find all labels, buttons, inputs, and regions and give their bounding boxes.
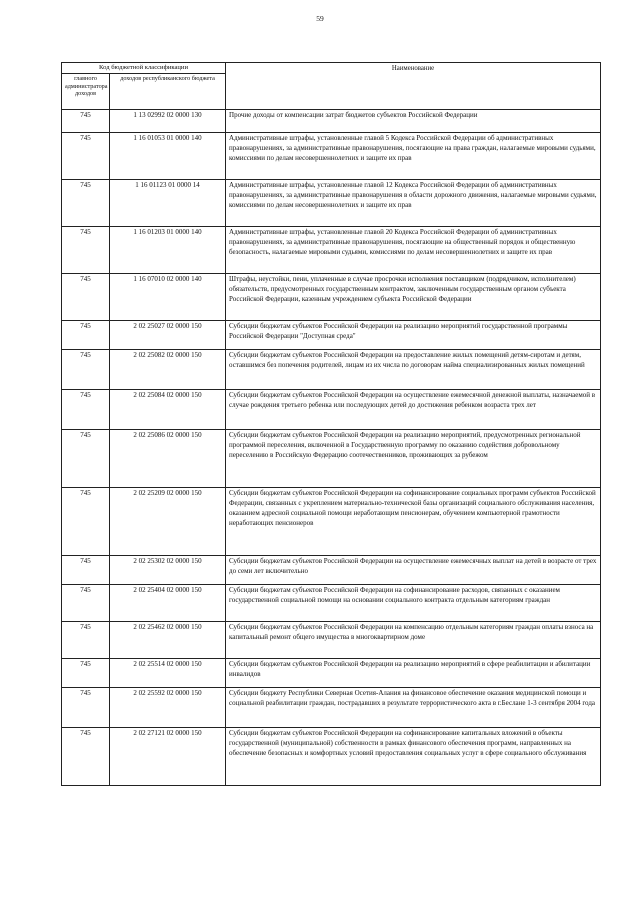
header-admin: главного администратора доходов [62,73,110,109]
revenue-code-cell: 1 16 07010 02 0000 140 [110,273,226,320]
revenue-name-cell: Субсидии бюджетам субъектов Российской Федерации на софинансирование капитальных вложений в объекты государственной (муниципальной) собственности в рамках финансового обеспечения программ, направленных на обеспечение безопасных и комфортных условий предоставления социальных услуг в сфере социального обслуживания [226,727,601,785]
admin-code-cell: 745 [62,487,110,555]
revenue-name-cell: Субсидии бюджетам субъектов Российской Федерации на реализацию мероприятий, предусмотренных региональной программой переселения, включенной в Государственную программу по оказанию содействия добровольному переселению в Российскую Федерацию соотечественников, проживающих за рубежом [226,429,601,487]
revenue-name-cell: Субсидии бюджетам субъектов Российской Федерации на софинансирование расходов, связанных с оказанием государственной социальной помощи на основании социального контракта отдельным категориям граждан [226,584,601,621]
table-row [62,109,601,132]
table-row [62,555,601,584]
table-row [62,727,601,785]
table-row [62,487,601,555]
page-number: 59 [316,14,324,23]
admin-code-cell: 745 [62,658,110,687]
revenue-code-cell: 2 02 25514 02 0000 150 [110,658,226,687]
admin-code-cell: 745 [62,621,110,658]
admin-code-cell: 745 [62,584,110,621]
header-name: Наименование [226,63,601,110]
admin-code-cell: 745 [62,429,110,487]
admin-code-cell: 745 [62,727,110,785]
table-row [62,349,601,389]
revenue-code-cell: 1 16 01123 01 0000 14 [110,179,226,226]
budget-classification-table [61,62,601,786]
revenue-code-cell: 2 02 25027 02 0000 150 [110,320,226,349]
table-row [62,226,601,273]
admin-code-cell: 745 [62,687,110,727]
revenue-name-cell: Субсидии бюджетам субъектов Российской Федерации на осуществление ежемесячных выплат на детей в возрасте от трех до семи лет включительно [226,555,601,584]
revenue-name-cell: Штрафы, неустойки, пени, уплаченные в случае просрочки исполнения поставщиком (подрядчиком, исполнителем) обязательств, предусмотренных государственным контрактом, заключенным государственным органом субъекта Российской Федерации, казенным учреждением субъекта Российской Федерации [226,273,601,320]
revenue-name-cell: Административные штрафы, установленные главой 12 Кодекса Российской Федерации об административных правонарушениях, за административные правонарушения в области дорожного движения, налагаемые мировыми судьями, комиссиями по делам несовершеннолетних и защите их прав [226,179,601,226]
revenue-code-cell: 2 02 25404 02 0000 150 [110,584,226,621]
admin-code-cell: 745 [62,132,110,179]
revenue-name-cell: Субсидии бюджетам субъектов Российской Федерации на компенсацию отдельным категориям граждан оплаты взноса на капитальный ремонт общего имущества в многоквартирном доме [226,621,601,658]
table-row [62,584,601,621]
admin-code-cell: 745 [62,109,110,132]
admin-code-cell: 745 [62,555,110,584]
table-row [62,179,601,226]
revenue-name-cell: Субсидии бюджету Республики Северная Осетия-Алания на финансовое обеспечение оказания медицинской помощи и социальной реабилитации граждан, пострадавших в результате террористического акта в г.Беслане 1-3 сентября 2004 года [226,687,601,727]
admin-code-cell: 745 [62,273,110,320]
table-row [62,320,601,349]
revenue-name-cell: Прочие доходы от компенсации затрат бюджетов субъектов Российской Федерации [226,109,601,132]
revenue-name-cell: Субсидии бюджетам субъектов Российской Федерации на софинансирование социальных программ субъектов Российской Федерации, связанных с укреплением материально-технической базы организаций социального обслуживания населения, оказанием адресной социальной помощи неработающим пенсионерам, обучением компьютерной грамотности неработающих пенсионеров [226,487,601,555]
admin-code-cell: 745 [62,179,110,226]
revenue-name-cell: Субсидии бюджетам субъектов Российской Федерации на реализацию мероприятий в сфере реабилитации и абилитации инвалидов [226,658,601,687]
table-row [62,621,601,658]
table-row [62,429,601,487]
header-classification-code: Код бюджетной классификации [62,63,226,74]
revenue-name-cell: Административные штрафы, установленные главой 5 Кодекса Российской Федерации об административных правонарушениях, за административные правонарушения, посягающие на права граждан, налагаемые мировыми судьями, комиссиями по делам несовершеннолетних и защите их прав [226,132,601,179]
revenue-code-cell: 2 02 25082 02 0000 150 [110,349,226,389]
revenue-code-cell: 2 02 25302 02 0000 150 [110,555,226,584]
revenue-code-cell: 2 02 25462 02 0000 150 [110,621,226,658]
revenue-name-cell: Субсидии бюджетам субъектов Российской Федерации на предоставление жилых помещений детям-сиротам и детям, оставшимся без попечения родителей, лицам из их числа по договорам найма специализированных жилых помещений [226,349,601,389]
header-revenue-code: доходов республиканского бюджета [110,73,226,109]
revenue-name-cell: Субсидии бюджетам субъектов Российской Федерации на реализацию мероприятий государственной программы Российской Федерации "Доступная среда" [226,320,601,349]
admin-code-cell: 745 [62,320,110,349]
table-row [62,389,601,429]
revenue-code-cell: 2 02 25592 02 0000 150 [110,687,226,727]
table-row [62,273,601,320]
revenue-code-cell: 2 02 27121 02 0000 150 [110,727,226,785]
table-body [62,109,601,785]
revenue-code-cell: 1 13 02992 02 0000 130 [110,109,226,132]
revenue-code-cell: 2 02 25084 02 0000 150 [110,389,226,429]
table-row [62,687,601,727]
revenue-code-cell: 1 16 01203 01 0000 140 [110,226,226,273]
table-row [62,658,601,687]
revenue-name-cell: Административные штрафы, установленные главой 20 Кодекса Российской Федерации об административных правонарушениях, за административные правонарушения, посягающие на общественный порядок и общественную безопасность, налагаемые мировыми судьями, комиссиями по делам несовершеннолетних и защите их прав [226,226,601,273]
admin-code-cell: 745 [62,226,110,273]
admin-code-cell: 745 [62,389,110,429]
revenue-name-cell: Субсидии бюджетам субъектов Российской Федерации на осуществление ежемесячной денежной выплаты, назначаемой в случае рождения третьего ребенка или последующих детей до достижения ребенком возраста трех лет [226,389,601,429]
revenue-code-cell: 2 02 25209 02 0000 150 [110,487,226,555]
revenue-code-cell: 2 02 25086 02 0000 150 [110,429,226,487]
admin-code-cell: 745 [62,349,110,389]
revenue-code-cell: 1 16 01053 01 0000 140 [110,132,226,179]
table-row [62,132,601,179]
